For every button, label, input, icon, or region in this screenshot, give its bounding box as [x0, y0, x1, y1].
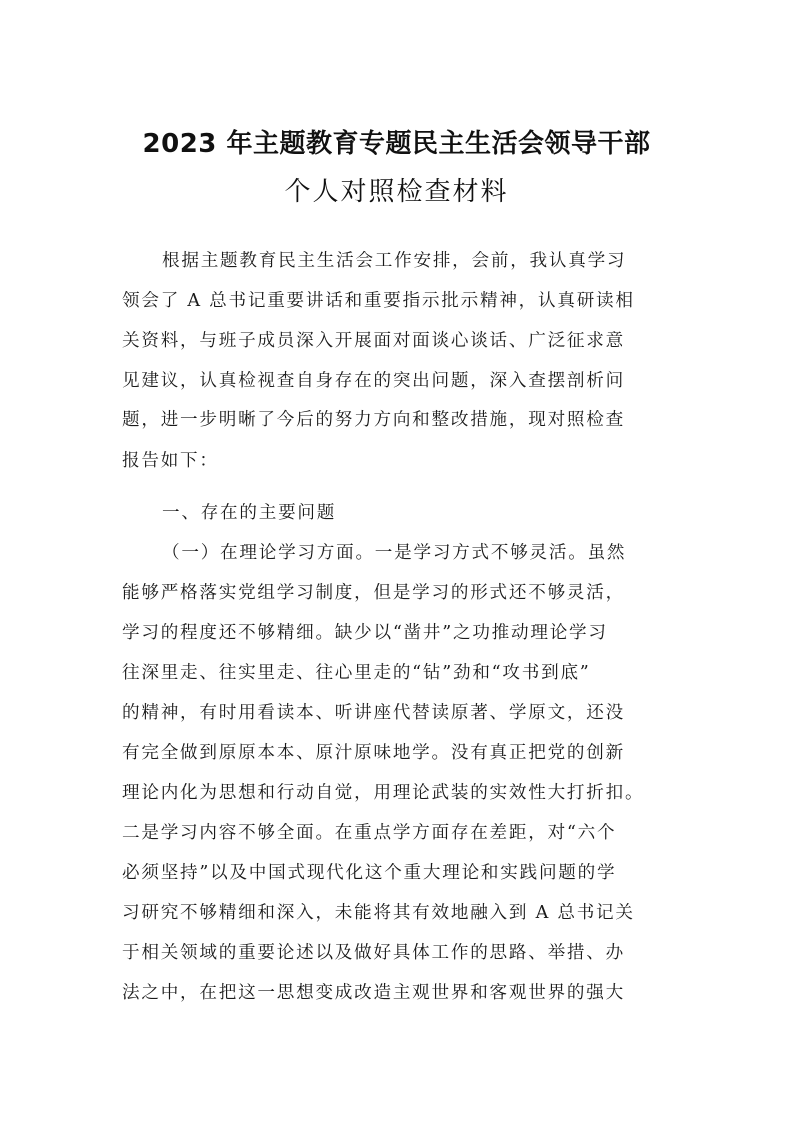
section-heading: 一、存在的主要问题 [162, 503, 337, 523]
paragraph-line: 必须坚持”以及中国式现代化这个重大理论和实践问题的学 [122, 863, 617, 883]
paragraph-line: 理论内化为思想和行动自觉，用理论武装的实效性大打折扣。 [122, 783, 645, 803]
document-title-line-2: 个人对照检查材料 [284, 177, 509, 207]
paragraph-line: 二是学习内容不够全面。在重点学方面存在差距，对“六个 [122, 823, 617, 843]
paragraph-line: 见建议，认真检视查自身存在的突出问题，深入查摆剖析问 [122, 371, 625, 391]
paragraph-line: 根据主题教育民主生活会工作安排，会前，我认真学习 [162, 251, 627, 271]
paragraph-line: 的精神，有时用看读本、听讲座代替读原著、学原文，还没 [122, 703, 625, 723]
paragraph-line: 报告如下： [122, 451, 219, 471]
paragraph-line: 有完全做到原原本本、原汁原味地学。没有真正把党的创新 [122, 743, 625, 763]
paragraph-line: 于相关领域的重要论述以及做好具体工作的思路、举措、办 [122, 943, 625, 963]
paragraph-line: 领会了 A 总书记重要讲话和重要指示批示精神，认真研读相 [122, 291, 635, 311]
paragraph-line: 往深里走、往实里走、往心里走的“钻”劲和“攻书到底” [122, 663, 591, 683]
paragraph-line: 法之中，在把这一思想变成改造主观世界和客观世界的强大 [122, 983, 625, 1003]
paragraph-line: 题，进一步明晰了今后的努力方向和整改措施，现对照检查 [122, 410, 625, 430]
paragraph-line: 关资料，与班子成员深入开展面对面谈心谈话、广泛征求意 [122, 331, 625, 351]
paragraph-line: 学习的程度还不够精细。缺少以“凿井”之功推动理论学习 [122, 623, 608, 643]
paragraph-line: 习研究不够精细和深入，未能将其有效地融入到 A 总书记关 [122, 903, 635, 923]
document-title-line-1: 2023 年主题教育专题民主生活会领导干部 [142, 129, 651, 159]
paragraph-line: （一）在理论学习方面。一是学习方式不够灵活。虽然 [162, 543, 627, 563]
paragraph-line: 能够严格落实党组学习制度，但是学习的形式还不够灵活， [122, 583, 625, 603]
